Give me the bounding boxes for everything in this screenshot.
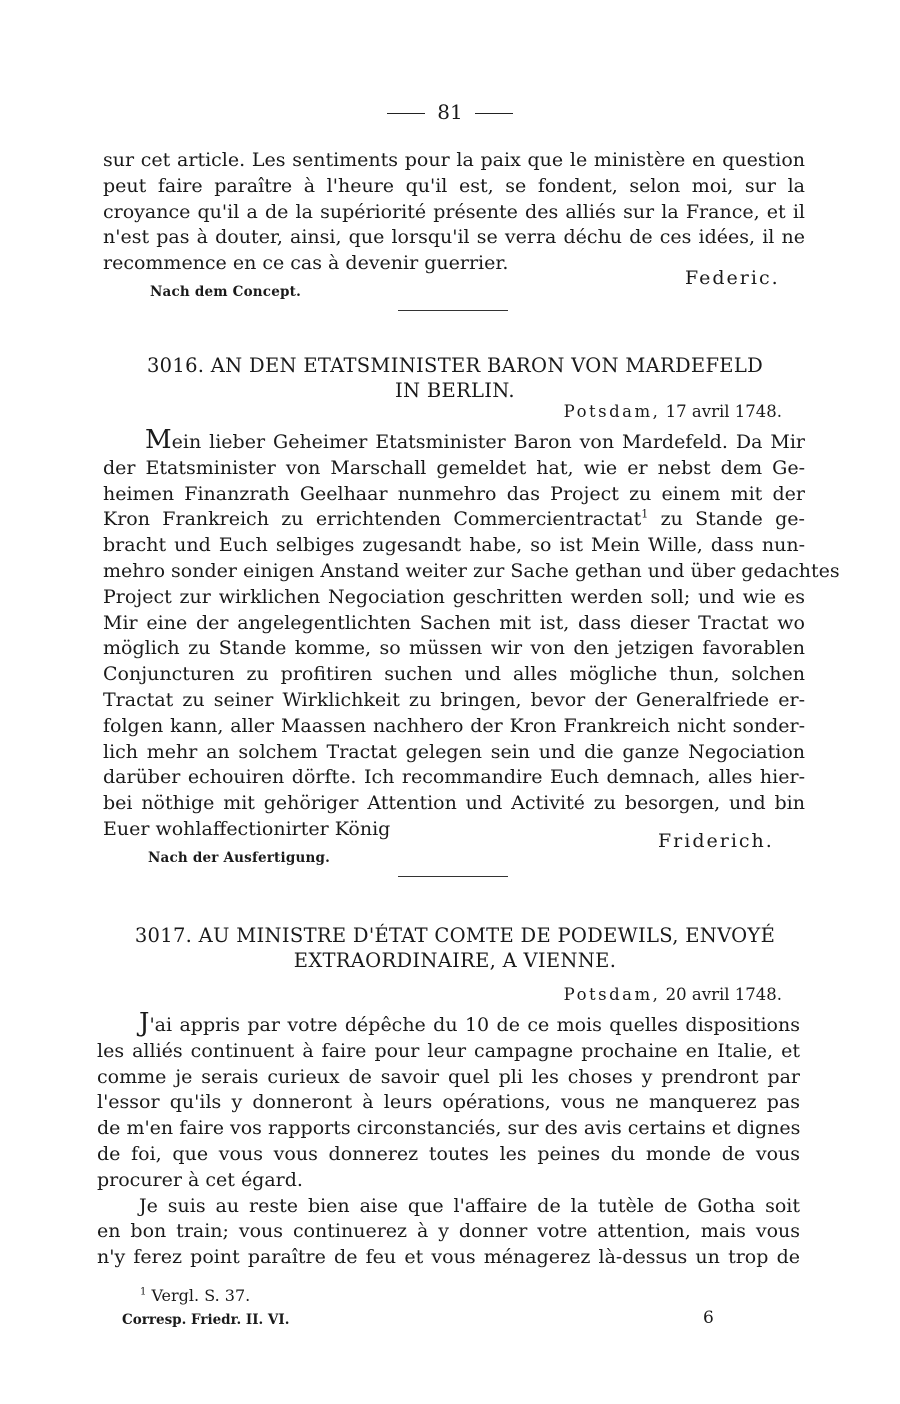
letter-3017-body	[97, 1008, 801, 1271]
footnote-text: Vergl. S. 37.	[151, 1286, 251, 1305]
text-line: de foi, que vous vous donnerez toutes les peines du monde de vous	[97, 1142, 800, 1165]
correspondence-label: Corresp. Friedr. II. VI.	[122, 1312, 290, 1328]
section-divider	[398, 310, 508, 311]
text-line: procurer à cet égard.	[97, 1168, 303, 1191]
text-line: Conjuncturen zu profitiren suchen und alles mögliche thun, solchen	[103, 663, 805, 686]
letter-title-line-1: AN DEN ETATSMINISTER BARON VON MARDEFELD	[210, 354, 764, 377]
letter-3017-dateline	[564, 985, 782, 1004]
text-line: Mir eine der angelegentlichten Sachen mit ist, dass dieser Tractat wo	[103, 611, 805, 634]
header-rule-left	[387, 113, 425, 114]
drop-cap: J	[139, 1008, 150, 1038]
text-line: n'est pas à douter, ainsi, que lorsqu'il se verra déchu de ces idées, il ne	[103, 226, 805, 249]
text-line: möglich zu Stande komme, so müssen wir von den jetzigen favorablen	[103, 637, 805, 660]
text-line: Kron Frankreich zu errichtenden Commercientractat$^1$ zu Stande ge-	[103, 508, 805, 531]
letter-3016-heading	[100, 353, 810, 403]
letter-number: 3016.	[146, 354, 205, 377]
text-line: Je suis au reste bien aise que l'affaire de la tutèle de Gotha soit	[139, 1194, 800, 1217]
letter-number: 3017.	[134, 924, 193, 947]
intro-paragraph	[103, 148, 805, 277]
text-line: sur cet article. Les sentiments pour la paix que le ministère en question	[103, 149, 805, 171]
page-header	[0, 100, 900, 124]
text-line: bracht und Euch selbiges zugesandt habe, so ist Mein Wille, dass nun-	[103, 534, 805, 557]
intro-signature: Federic.	[685, 267, 780, 289]
text-line: Mein lieber Geheimer Etatsminister Baron von Mardefeld. Da Mir	[145, 425, 805, 455]
footnote	[140, 1286, 250, 1305]
paragraph-2	[97, 1194, 800, 1271]
intro-source-note: Nach dem Concept.	[150, 284, 301, 300]
text-line: comme je serais curieux de savoir quel pli les choses y prendront par	[97, 1065, 800, 1088]
letter-3016-dateline	[564, 402, 782, 421]
footnote-reference: 1	[641, 508, 649, 522]
text-line: peut faire paraître à l'heure qu'il est, se fondent, selon moi, sur la	[103, 174, 805, 197]
text-line: de m'en faire vos rapports circonstanciés, sur des avis certains et dignes	[97, 1117, 801, 1140]
text-line: darüber echouiren dörfte. Ich recommandire Euch demnach, alles hier-	[103, 766, 805, 789]
date-value: 20 avril 1748.	[665, 985, 782, 1004]
date-place: Potsdam,	[563, 985, 661, 1004]
text-line: Project zur wirklichen Negociation geschritten werden soll; und wie es	[103, 585, 805, 608]
text-line: bei nöthige mit gehöriger Attention und Activité zu besorgen, und bin	[103, 792, 805, 815]
section-divider	[398, 876, 508, 877]
text-line: J'ai appris par votre dépêche du 10 de ce mois quelles dispositions	[139, 1008, 800, 1038]
letter-title-line-2: EXTRAORDINAIRE, A VIENNE.	[293, 949, 617, 972]
paragraph-1	[97, 1008, 801, 1194]
letter-3016-signature: Friderich.	[658, 830, 774, 852]
text-line: lich mehr an solchem Tractat gelegen sein und die ganze Negociation	[103, 740, 805, 763]
date-place: Potsdam,	[563, 402, 661, 421]
drop-cap: M	[145, 425, 172, 455]
footnote-marker: 1	[140, 1286, 147, 1298]
text-line: en bon train; vous continuerez à y donner votre attention, mais vous	[97, 1220, 800, 1243]
page-number: 81	[437, 100, 463, 124]
letter-3016-body	[103, 425, 840, 843]
text-line: croyance qu'il a de la supériorité présente des alliés sur la France, et il	[103, 200, 805, 223]
text-line: mehro sonder einigen Anstand weiter zur Sache gethan und über gedachtes	[103, 559, 840, 582]
text-line: recommence en ce cas à devenir guerrier.	[103, 252, 509, 275]
header-rule-right	[475, 113, 513, 114]
letter-3017-heading	[100, 923, 810, 973]
text-line: Euer wohlaffectionirter König	[103, 817, 391, 840]
letter-title-line-2: IN BERLIN.	[395, 379, 515, 402]
text-line: folgen kann, aller Maassen nachhero der Kron Frankreich nicht sonder-	[103, 714, 805, 737]
text-line: der Etatsminister von Marschall gemeldet hat, wie er nebst dem Ge-	[103, 456, 805, 479]
letter-title-line-1: AU MINISTRE D'ÉTAT COMTE DE PODEWILS, ENVOYÉ	[198, 924, 776, 947]
signature-mark: 6	[703, 1308, 714, 1328]
letter-3016-source-note: Nach der Ausfertigung.	[148, 850, 331, 866]
text-line: Tractat zu seiner Wirklichkeit zu bringen, bevor der Generalfriede er-	[103, 688, 805, 711]
text-line: les alliés continuent à faire pour leur campagne prochaine en Italie, et	[97, 1039, 800, 1062]
text-line: heimen Finanzrath Geelhaar nunmehro das Project zu einem mit der	[103, 482, 805, 505]
text-line: l'essor qu'ils y donneront à leurs opérations, vous ne manquerez pas	[97, 1091, 800, 1114]
date-value: 17 avril 1748.	[665, 402, 782, 421]
text-line: n'y ferez point paraître de feu et vous ménagerez là-dessus un trop de	[97, 1246, 800, 1269]
